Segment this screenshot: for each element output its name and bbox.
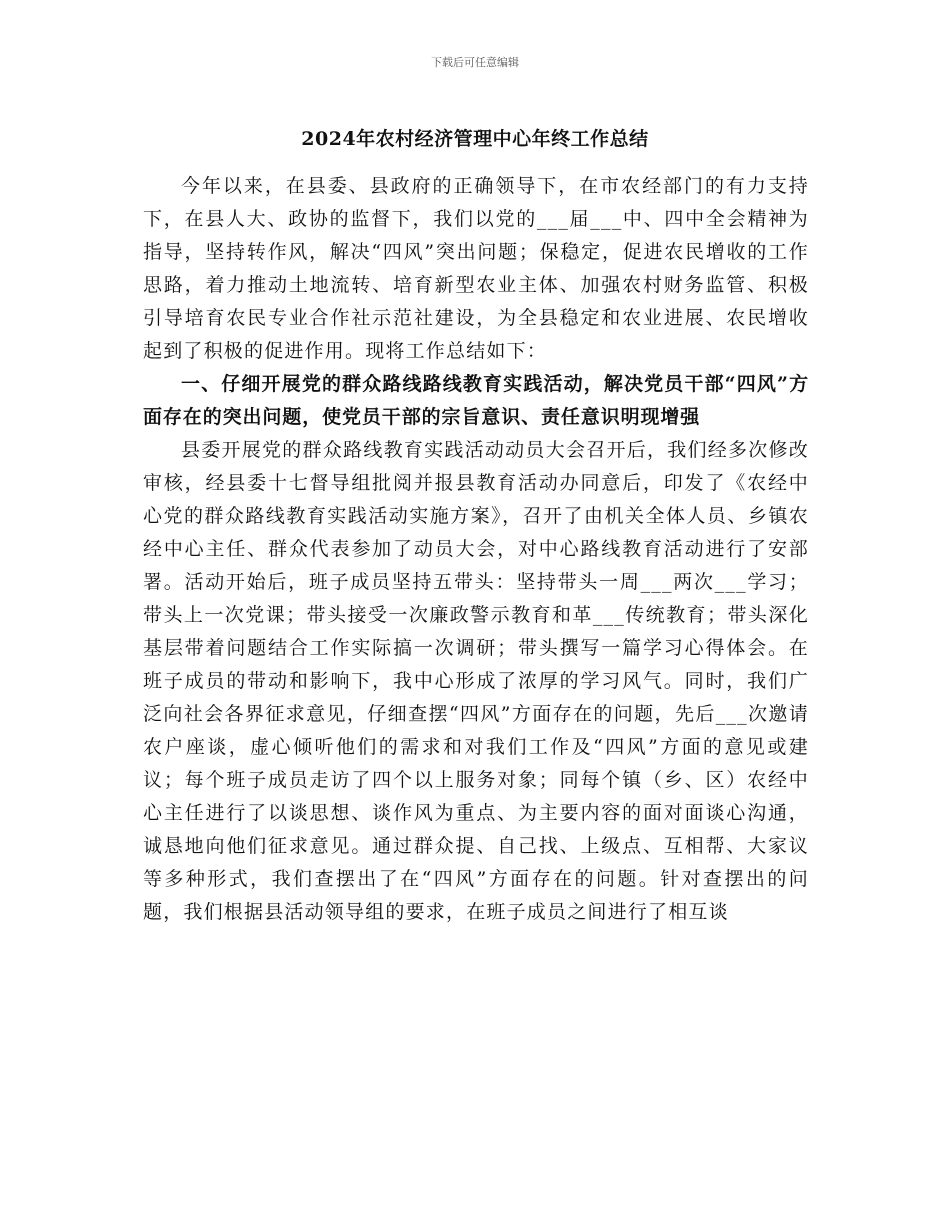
- intro-paragraph: 今年以来，在县委、县政府的正确领导下，在市农经部门的有力支持下，在县人大、政协的监督下，我们以党的___届___中、四中全会精神为指导，坚持转作风，解决“四风”突出问题；保稳定，促进农民增收的工作思路，着力推动土地流转、培育新型农业主体、加强农村财务监管、积极引导培育农民专业合作社示范社建设，为全县稳定和农业进展、农民增收起到了积极的促进作用。现将工作总结如下：: [143, 175, 809, 362]
- section-heading: 一、仔细开展党的群众路线路线教育实践活动，解决党员干部“四风”方面存在的突出问题，使党员干部的宗旨意识、责任意识明现增强: [143, 373, 809, 428]
- document-title: 2024年农村经济管理中心年终工作总结: [301, 128, 649, 150]
- document-body: [143, 170, 809, 929]
- section-paragraph: 县委开展党的群众路线教育实践活动动员大会召开后，我们经多次修改审核，经县委十七督导组批阅并报县教育活动办同意后，印发了《农经中心党的群众路线教育实践活动实施方案》，召开了由机关全体人员、乡镇农经中心主任、群众代表参加了动员大会，对中心路线教育活动进行了安部署。活动开始后，班子成员坚持五带头：坚持带头一周___两次___学习；带头上一次党课；带头接受一次廉政警示教育和革___传统教育；带头深化基层带着问题结合工作实际搞一次调研；带头撰写一篇学习心得体会。在班子成员的带动和影响下，我中心形成了浓厚的学习风气。同时，我们广泛向社会各界征求意见，仔细查摆“四风”方面存在的问题，先后___次邀请农户座谈，虚心倾听他们的需求和对我们工作及“四风”方面的意见或建议；每个班子成员走访了四个以上服务对象；同每个镇（乡、区）农经中心主任进行了以谈思想、谈作风为重点、为主要内容的面对面谈心沟通，诚恳地向他们征求意见。通过群众提、自己找、上级点、互相帮、大家议等多种形式，我们查摆出了在“四风”方面存在的问题。针对查摆出的问题，我们根据县活动领导组的要求，在班子成员之间进行了相互谈: [143, 439, 809, 923]
- page-header-note: 下载后可任意编辑: [431, 56, 519, 69]
